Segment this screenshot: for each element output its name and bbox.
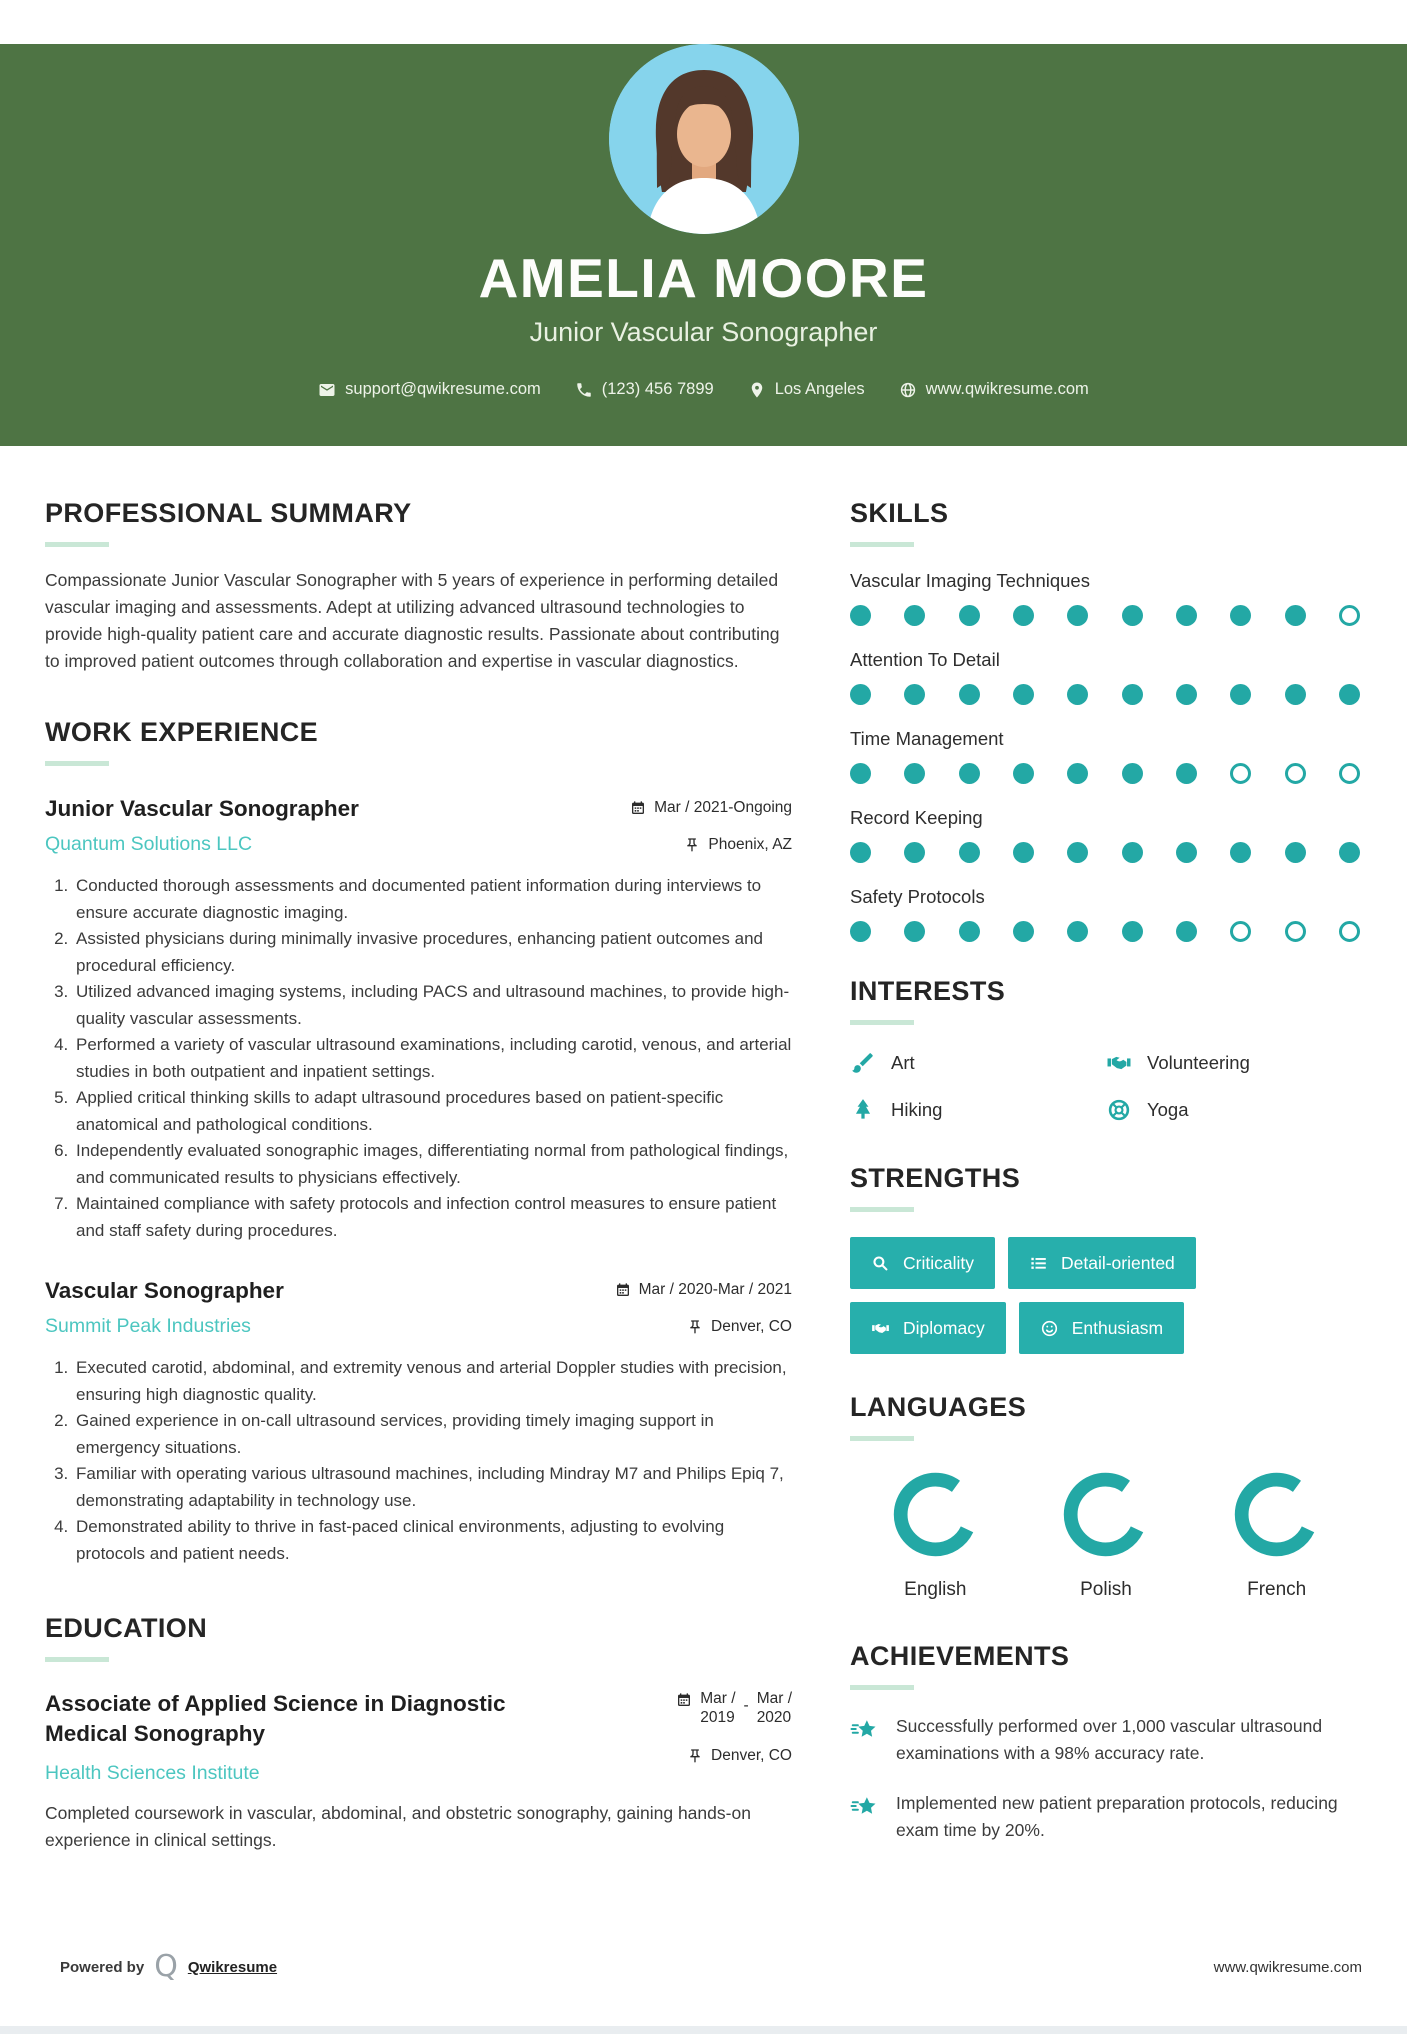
job-bullet: 4. Demonstrated ability to thrive in fast-paced clinical environments, adjusting to evolving protocols and patient needs. bbox=[73, 1514, 792, 1567]
skill-name: Attention To Detail bbox=[850, 649, 1000, 670]
achievement-list bbox=[850, 1713, 1362, 1844]
skill-level bbox=[850, 684, 1360, 705]
skill-level-dot bbox=[1339, 763, 1360, 784]
interest-label: Hiking bbox=[891, 1099, 943, 1120]
company-link[interactable]: Quantum Solutions LLC bbox=[45, 833, 253, 855]
skill-level-dot bbox=[1176, 842, 1197, 863]
skill-level-dot bbox=[1339, 684, 1360, 705]
job-bullets bbox=[45, 1355, 792, 1567]
globe-icon bbox=[899, 381, 917, 399]
skill-level-dot bbox=[1176, 684, 1197, 705]
contact-text: support@qwikresume.com bbox=[345, 380, 541, 398]
skill-level-dot bbox=[1339, 921, 1360, 942]
achievement-item bbox=[850, 1790, 1362, 1844]
company-link[interactable]: Summit Peak Industries bbox=[45, 1315, 251, 1337]
job-bullet: 3. Familiar with operating various ultrasound machines, including Mindray M7 and Philips Epiq 7, demonstrating adaptability in technology use. bbox=[73, 1461, 792, 1514]
heading-underline bbox=[850, 1020, 914, 1025]
education-location: Denver, CO bbox=[687, 1747, 792, 1765]
skill-level-dot bbox=[1339, 605, 1360, 626]
skill-level-dot bbox=[904, 921, 925, 942]
contact-item[interactable] bbox=[748, 380, 865, 399]
skill-name: Record Keeping bbox=[850, 807, 983, 828]
skill-level-dot bbox=[904, 763, 925, 784]
job-list bbox=[45, 796, 792, 1567]
skill-level-dot bbox=[1285, 605, 1306, 626]
heading-underline bbox=[850, 1207, 914, 1212]
skill-level-dot bbox=[1122, 763, 1143, 784]
job-bullet: 3. Utilized advanced imaging systems, including PACS and ultrasound machines, to provide high-quality vascular assessments. bbox=[73, 979, 792, 1032]
page-bottom-strip bbox=[0, 2026, 1407, 2034]
skill-level-dot bbox=[1285, 842, 1306, 863]
tree-icon bbox=[850, 1097, 876, 1123]
skill-name: Vascular Imaging Techniques bbox=[850, 570, 1090, 591]
contact-item[interactable] bbox=[899, 380, 1089, 399]
skill-level-dot bbox=[959, 842, 980, 863]
lifebuoy-icon bbox=[1106, 1097, 1132, 1123]
section-heading: INTERESTS bbox=[850, 976, 1006, 1006]
job-entry bbox=[45, 1278, 792, 1567]
education-description: Completed coursework in vascular, abdominal, and obstetric sonography, gaining hands-on experience in clinical settings. bbox=[45, 1803, 751, 1850]
skill-level-dot bbox=[1067, 842, 1088, 863]
skill-level-dot bbox=[959, 684, 980, 705]
skill-level-dot bbox=[904, 684, 925, 705]
heading-underline bbox=[850, 1436, 914, 1441]
section-heading: ACHIEVEMENTS bbox=[850, 1641, 1070, 1671]
skill-item bbox=[850, 728, 1362, 784]
language-item bbox=[850, 1467, 1021, 1601]
star-icon bbox=[850, 1713, 880, 1767]
strength-label: Enthusiasm bbox=[1071, 1317, 1164, 1338]
person-name: AMELIA MOORE bbox=[478, 247, 929, 309]
skill-level-dot bbox=[1285, 763, 1306, 784]
qwikresume-link[interactable]: Qwikresume bbox=[187, 1958, 278, 1976]
job-bullet: 1. Conducted thorough assessments and documented patient information during interviews to ensure accurate diagnostic imaging. bbox=[73, 873, 792, 926]
skill-level bbox=[850, 921, 1360, 942]
skill-item bbox=[850, 807, 1362, 863]
skill-level-dot bbox=[1176, 605, 1197, 626]
skill-level bbox=[850, 605, 1360, 626]
powered-by bbox=[60, 1949, 278, 1984]
calendar-icon bbox=[676, 1689, 692, 1708]
job-bullet: 1. Executed carotid, abdominal, and extremity venous and arterial Doppler studies with precision, ensuring high diagnostic quality. bbox=[73, 1355, 792, 1408]
skill-level-dot bbox=[1067, 605, 1088, 626]
pin-icon bbox=[687, 1319, 703, 1335]
interest-label: Yoga bbox=[1147, 1099, 1189, 1120]
right-column bbox=[850, 498, 1362, 1854]
date-start-year: 2019 bbox=[700, 1709, 735, 1726]
smiley-icon bbox=[1040, 1319, 1059, 1338]
skill-level-dot bbox=[1122, 921, 1143, 942]
section-skills bbox=[850, 498, 1362, 942]
section-achievements bbox=[850, 1641, 1362, 1844]
section-heading: WORK EXPERIENCE bbox=[45, 717, 319, 747]
job-date: Mar / 2020-Mar / 2021 bbox=[615, 1281, 792, 1299]
job-bullet: 4. Performed a variety of vascular ultrasound examinations, including carotid, venous, and arterial studies in both outpatient and inpatient settings. bbox=[73, 1032, 792, 1085]
skill-level-dot bbox=[1122, 842, 1143, 863]
interest-item bbox=[1106, 1097, 1362, 1123]
section-professional-summary bbox=[45, 498, 792, 675]
job-bullet: 7. Maintained compliance with safety protocols and infection control measures to ensure patient and staff safety during procedures. bbox=[73, 1191, 792, 1244]
skill-level-dot bbox=[959, 921, 980, 942]
language-list bbox=[850, 1467, 1362, 1601]
summary-text: Compassionate Junior Vascular Sonographer with 5 years of experience in performing detailed vascular imaging and assessments. Adept at utilizing advanced ultrasound technologies to provide high-quality patient care and accurate diagnostic results. Passionate about contributing to improved patient outcomes through collaboration and expertise in vascular diagnostics. bbox=[45, 570, 780, 671]
phone-icon bbox=[575, 381, 593, 399]
skill-level-dot bbox=[850, 763, 871, 784]
language-label: French bbox=[1247, 1579, 1307, 1600]
section-languages bbox=[850, 1392, 1362, 1601]
calendar-icon bbox=[615, 1282, 631, 1298]
job-location: Phoenix, AZ bbox=[684, 836, 792, 854]
star-icon bbox=[850, 1790, 880, 1844]
heading-underline bbox=[850, 1685, 914, 1690]
contact-text: Los Angeles bbox=[774, 380, 865, 398]
date-start-month: Mar / bbox=[700, 1690, 736, 1707]
list-icon bbox=[1029, 1254, 1048, 1273]
skill-level-dot bbox=[1230, 842, 1251, 863]
language-level-arc bbox=[1058, 1467, 1153, 1562]
pin-icon bbox=[687, 1748, 703, 1764]
skill-level-dot bbox=[1176, 763, 1197, 784]
strength-label: Criticality bbox=[903, 1252, 974, 1273]
skill-level-dot bbox=[1285, 921, 1306, 942]
section-heading: LANGUAGES bbox=[850, 1392, 1027, 1422]
language-level-arc bbox=[888, 1467, 983, 1562]
school-link[interactable]: Health Sciences Institute bbox=[45, 1762, 260, 1784]
job-entry bbox=[45, 796, 792, 1244]
person-title: Junior Vascular Sonographer bbox=[529, 317, 878, 347]
email-icon bbox=[318, 381, 336, 399]
heading-underline bbox=[45, 761, 109, 766]
job-title: Junior Vascular Sonographer bbox=[45, 796, 359, 821]
section-education bbox=[45, 1613, 792, 1854]
interest-label: Art bbox=[891, 1052, 915, 1073]
profile-photo bbox=[609, 44, 799, 234]
contact-item[interactable] bbox=[575, 380, 714, 399]
location-icon bbox=[748, 381, 766, 399]
skill-level bbox=[850, 763, 1360, 784]
heading-underline bbox=[45, 542, 109, 547]
skill-level-dot bbox=[1013, 842, 1034, 863]
skill-name: Safety Protocols bbox=[850, 886, 985, 907]
calendar-icon bbox=[630, 800, 646, 816]
skill-level-dot bbox=[1285, 684, 1306, 705]
skill-level-dot bbox=[1067, 684, 1088, 705]
strength-label: Detail-oriented bbox=[1060, 1252, 1175, 1273]
job-bullet: 2. Gained experience in on-call ultrasound services, providing timely imaging support in emergency situations. bbox=[73, 1408, 792, 1461]
language-label: English bbox=[904, 1579, 967, 1600]
job-bullet: 2. Assisted physicians during minimally invasive procedures, enhancing patient outcomes and procedural efficiency. bbox=[73, 926, 792, 979]
contact-row bbox=[0, 380, 1407, 399]
skill-level-dot bbox=[1067, 763, 1088, 784]
interest-item bbox=[850, 1050, 1106, 1076]
powered-by-label: Powered by bbox=[60, 1958, 145, 1976]
qwikresume-logo-icon: Q bbox=[154, 1949, 178, 1984]
section-work-experience bbox=[45, 717, 792, 1567]
strength-label: Diplomacy bbox=[903, 1317, 985, 1338]
skill-level-dot bbox=[1230, 605, 1251, 626]
degree-title: Associate of Applied Science in Diagnostic Medical Sonography bbox=[45, 1691, 506, 1746]
language-item bbox=[1191, 1467, 1362, 1601]
skill-item bbox=[850, 570, 1362, 626]
date-end-year: 2020 bbox=[756, 1709, 792, 1726]
skill-level-dot bbox=[1230, 763, 1251, 784]
skill-level-dot bbox=[1122, 605, 1143, 626]
interest-list bbox=[850, 1050, 1362, 1123]
skill-list bbox=[850, 570, 1362, 942]
section-heading: SKILLS bbox=[850, 498, 949, 528]
language-label: Polish bbox=[1080, 1579, 1132, 1600]
skill-level-dot bbox=[850, 921, 871, 942]
contact-text: (123) 456 7899 bbox=[601, 380, 714, 398]
job-title: Vascular Sonographer bbox=[45, 1278, 284, 1303]
skill-item bbox=[850, 649, 1362, 705]
skill-level-dot bbox=[904, 842, 925, 863]
skill-level-dot bbox=[1176, 921, 1197, 942]
strength-list bbox=[850, 1237, 1362, 1354]
skill-level-dot bbox=[1230, 684, 1251, 705]
skill-level-dot bbox=[904, 605, 925, 626]
education-date bbox=[676, 1689, 792, 1727]
date-separator: - bbox=[743, 1697, 749, 1714]
section-strengths bbox=[850, 1163, 1362, 1354]
pin-icon bbox=[684, 837, 700, 853]
language-level-arc bbox=[1229, 1467, 1324, 1562]
achievement-item bbox=[850, 1713, 1362, 1767]
paintbrush-icon bbox=[850, 1050, 876, 1076]
job-location: Denver, CO bbox=[687, 1318, 792, 1336]
contact-text: www.qwikresume.com bbox=[925, 380, 1089, 398]
skill-level-dot bbox=[1122, 684, 1143, 705]
skill-level-dot bbox=[850, 684, 871, 705]
skill-level-dot bbox=[850, 605, 871, 626]
header-banner bbox=[0, 44, 1407, 446]
skill-level-dot bbox=[1013, 684, 1034, 705]
skill-level bbox=[850, 842, 1360, 863]
skill-level-dot bbox=[1013, 763, 1034, 784]
date-end-month: Mar / bbox=[756, 1690, 792, 1707]
skill-level-dot bbox=[1067, 921, 1088, 942]
job-bullet: 5. Applied critical thinking skills to adapt ultrasound procedures based on patient-specific anatomical and pathological conditions. bbox=[73, 1085, 792, 1138]
job-date: Mar / 2021-Ongoing bbox=[630, 799, 792, 817]
skill-level-dot bbox=[850, 842, 871, 863]
skill-level-dot bbox=[1013, 605, 1034, 626]
skill-item bbox=[850, 886, 1362, 942]
skill-level-dot bbox=[959, 605, 980, 626]
skill-name: Time Management bbox=[850, 728, 1004, 749]
footer-website: www.qwikresume.com bbox=[1213, 1958, 1362, 1976]
handshake-icon bbox=[1106, 1050, 1132, 1076]
section-heading: PROFESSIONAL SUMMARY bbox=[45, 498, 412, 528]
interest-item bbox=[1106, 1050, 1362, 1076]
language-item bbox=[1021, 1467, 1192, 1601]
skill-level-dot bbox=[959, 763, 980, 784]
achievement-text: Successfully performed over 1,000 vascular ultrasound examinations with a 98% accuracy rate. bbox=[896, 1716, 1323, 1763]
page-footer bbox=[45, 1949, 1362, 1984]
skill-level-dot bbox=[1339, 842, 1360, 863]
job-bullets bbox=[45, 873, 792, 1244]
heading-underline bbox=[850, 542, 914, 547]
contact-item[interactable] bbox=[318, 380, 541, 399]
search-icon bbox=[871, 1254, 890, 1273]
strength-button[interactable] bbox=[850, 1302, 1006, 1354]
strength-button[interactable] bbox=[850, 1237, 995, 1289]
resume-body bbox=[0, 446, 1407, 1854]
handshake-icon bbox=[871, 1319, 890, 1338]
job-bullet: 6. Independently evaluated sonographic images, differentiating normal from pathological findings, and communicated results to physicians effectively. bbox=[73, 1138, 792, 1191]
achievement-text: Implemented new patient preparation protocols, reducing exam time by 20%. bbox=[896, 1793, 1338, 1840]
interest-label: Volunteering bbox=[1147, 1052, 1250, 1073]
heading-underline bbox=[45, 1657, 109, 1662]
skill-level-dot bbox=[1230, 921, 1251, 942]
section-interests bbox=[850, 976, 1362, 1123]
left-column bbox=[45, 498, 792, 1854]
section-heading: EDUCATION bbox=[45, 1613, 208, 1643]
section-heading: STRENGTHS bbox=[850, 1163, 1021, 1193]
strength-button[interactable] bbox=[1008, 1237, 1196, 1289]
skill-level-dot bbox=[1013, 921, 1034, 942]
interest-item bbox=[850, 1097, 1106, 1123]
strength-button[interactable] bbox=[1019, 1302, 1184, 1354]
